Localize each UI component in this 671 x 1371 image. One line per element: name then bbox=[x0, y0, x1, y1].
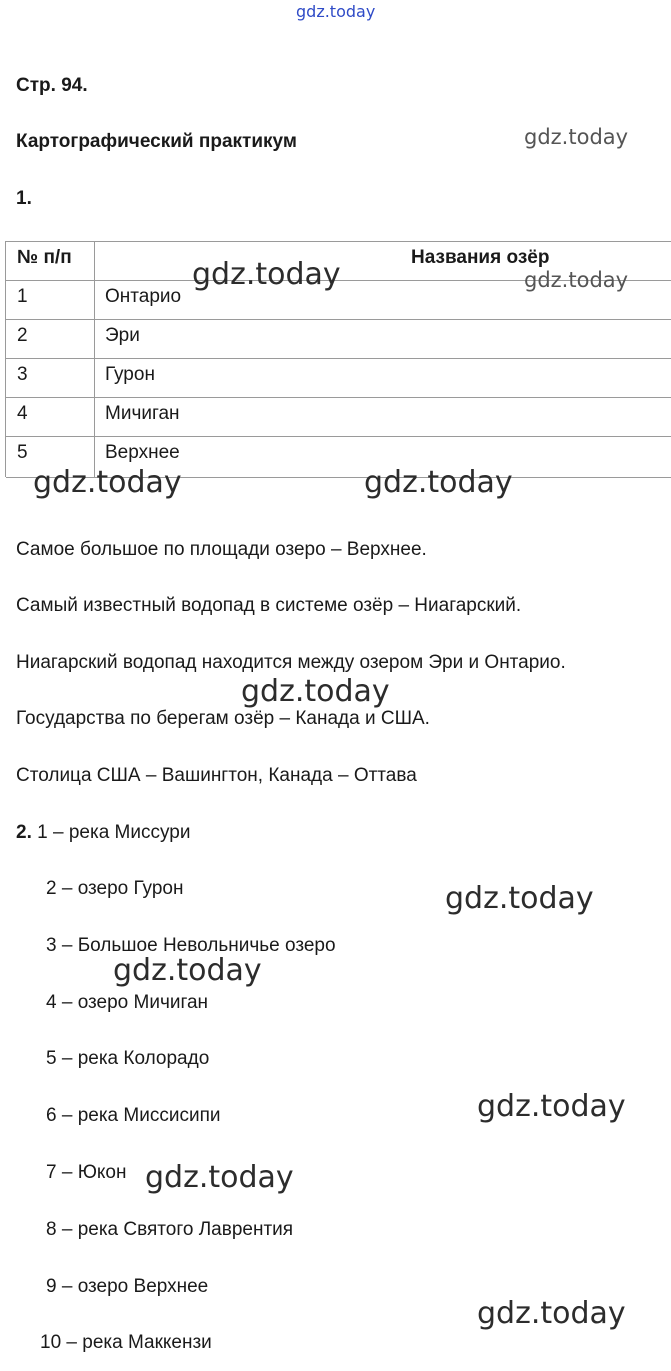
watermark-top: gdz.today bbox=[296, 2, 376, 21]
watermark: gdz.today bbox=[364, 465, 513, 500]
row-num: 5 bbox=[17, 442, 28, 463]
list-item: 9 – озеро Верхнее bbox=[46, 1276, 209, 1297]
watermark: gdz.today bbox=[445, 881, 594, 916]
row-num: 2 bbox=[17, 325, 28, 346]
fact-line: Столица США – Вашингтон, Канада – Оттава bbox=[16, 765, 417, 786]
watermark: gdz.today bbox=[113, 953, 262, 988]
watermark: gdz.today bbox=[524, 125, 629, 149]
task-2-line bbox=[16, 822, 190, 844]
fact-line: Самое большое по площади озеро – Верхнее. bbox=[16, 539, 427, 560]
list-item: 10 – река Маккензи bbox=[40, 1332, 212, 1353]
row-num: 3 bbox=[17, 364, 28, 385]
table-row bbox=[6, 320, 671, 359]
fact-line: Самый известный водопад в системе озёр – Ниагарский. bbox=[16, 595, 522, 616]
list-item: 4 – озеро Мичиган bbox=[46, 992, 209, 1013]
list-item: 5 – река Колорадо bbox=[46, 1048, 210, 1069]
row-num: 1 bbox=[17, 286, 28, 307]
header-num: № п/п bbox=[17, 247, 72, 268]
watermark: gdz.today bbox=[477, 1089, 626, 1124]
watermark: gdz.today bbox=[524, 268, 629, 292]
row-lake-name: Гурон bbox=[105, 364, 155, 385]
fact-line: Государства по берегам озёр – Канада и США. bbox=[16, 708, 430, 729]
task-1-number: 1. bbox=[16, 188, 32, 209]
list-item: 3 – Большое Невольничье озеро bbox=[46, 935, 336, 956]
row-num: 4 bbox=[17, 403, 28, 424]
list-item: 2 – озеро Гурон bbox=[46, 878, 184, 899]
list-item: 1 – река Миссури bbox=[37, 822, 191, 843]
table-row bbox=[6, 398, 671, 437]
header-lake-name: Названия озёр bbox=[411, 247, 550, 268]
watermark: gdz.today bbox=[33, 465, 182, 500]
watermark: gdz.today bbox=[477, 1296, 626, 1331]
task-2-number: 2. bbox=[16, 822, 32, 843]
list-item: 7 – Юкон bbox=[46, 1162, 127, 1183]
row-lake-name: Онтарио bbox=[105, 286, 182, 307]
watermark: gdz.today bbox=[192, 257, 341, 292]
row-lake-name: Эри bbox=[105, 325, 140, 346]
list-item: 6 – река Миссисипи bbox=[46, 1105, 221, 1126]
section-title: Картографический практикум bbox=[16, 131, 297, 152]
table-row bbox=[6, 359, 671, 398]
row-lake-name: Мичиган bbox=[105, 403, 180, 424]
watermark: gdz.today bbox=[145, 1160, 294, 1195]
row-lake-name: Верхнее bbox=[105, 442, 180, 463]
watermark: gdz.today bbox=[241, 674, 390, 709]
page-header: Стр. 94. bbox=[16, 75, 88, 96]
list-item: 8 – река Святого Лаврентия bbox=[46, 1219, 294, 1240]
fact-line: Ниагарский водопад находится между озером Эри и Онтарио. bbox=[16, 652, 566, 673]
